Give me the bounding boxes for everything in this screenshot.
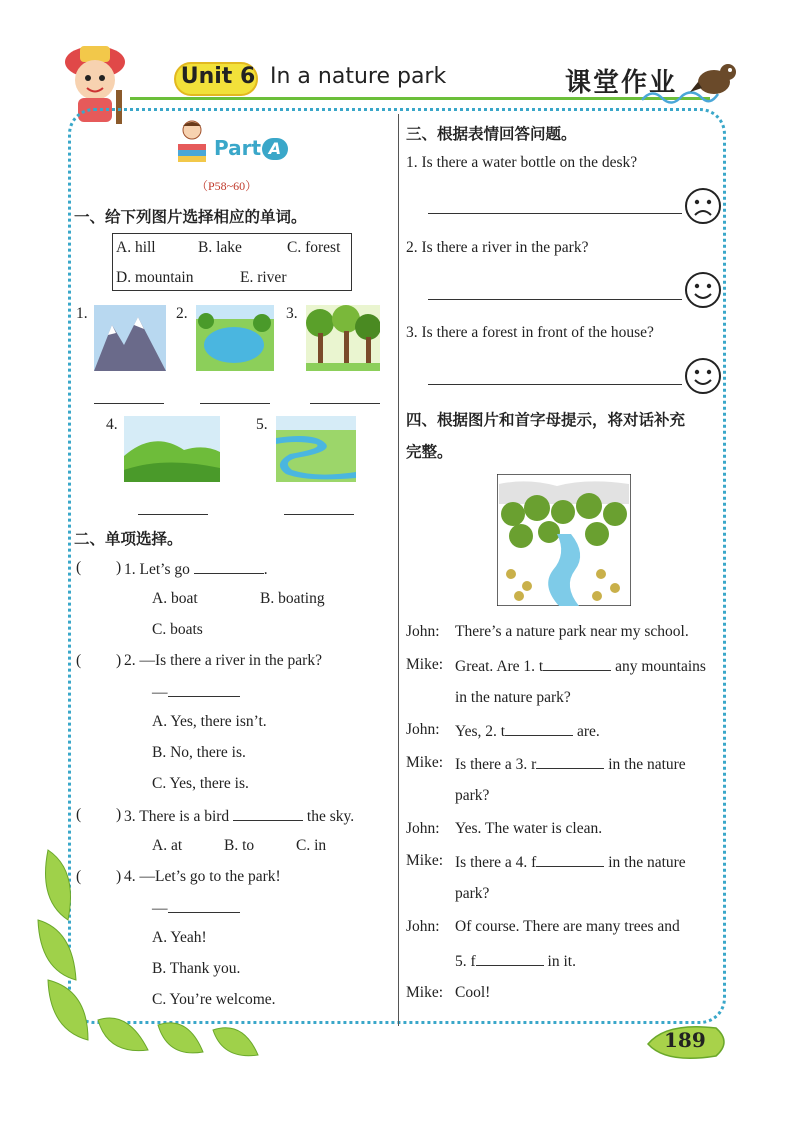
- book-character-icon: [174, 118, 210, 164]
- answer-paren-close: ): [116, 806, 122, 823]
- answer-blank[interactable]: [543, 656, 611, 671]
- dialogue-text: in the nature: [608, 756, 686, 773]
- answer-blank[interactable]: [168, 682, 240, 697]
- dialogue-text: Yes, 2. t: [455, 723, 506, 740]
- face-question-3: 3. Is there a forest in front of the house?: [406, 324, 654, 341]
- answer-blank[interactable]: [505, 721, 573, 736]
- dialogue-text: Is there a 3. r: [455, 756, 537, 773]
- dialogue-speaker: Mike:: [406, 984, 444, 1001]
- section4-heading-cont: 完整。: [406, 443, 453, 461]
- answer-dash: —: [152, 684, 168, 701]
- choice: C. in: [296, 837, 327, 854]
- choice: B. boating: [260, 590, 325, 607]
- choice: A. boat: [152, 590, 198, 607]
- dialogue-speaker: Mike:: [406, 754, 444, 771]
- answer-paren-close: ): [116, 868, 122, 885]
- answer-blank[interactable]: [536, 754, 604, 769]
- dialogue-text: in the nature: [608, 854, 686, 871]
- mountain-picture: [94, 305, 166, 371]
- banner-title: 课堂作业: [565, 68, 678, 98]
- choice: C. Yes, there is.: [152, 775, 249, 792]
- part-letter-badge: [262, 138, 288, 160]
- section1-heading: 一、给下列图片选择相应的单词。: [74, 208, 307, 226]
- dialogue-line: Cool!: [455, 984, 491, 1001]
- option-c: C. forest: [287, 239, 341, 256]
- dialogue-speaker: Mike:: [406, 852, 444, 869]
- question-stem: 1. Let’s go: [124, 561, 190, 578]
- answer-blank[interactable]: [476, 951, 544, 966]
- question-3: [124, 806, 354, 826]
- dialogue-text: Is there a 4. f: [455, 854, 537, 871]
- dialogue-line-cont: park?: [455, 787, 490, 804]
- pic-number: 4.: [106, 416, 118, 433]
- answer-paren-close: ): [116, 559, 122, 576]
- question-4: 4. —Let’s go to the park!: [124, 868, 281, 885]
- answer-line[interactable]: [200, 403, 270, 404]
- answer-blank[interactable]: [233, 806, 303, 821]
- question-stem-end: the sky.: [306, 808, 355, 825]
- dialogue-line: There’s a nature park near my school.: [455, 623, 689, 640]
- question-2: 2. —Is there a river in the park?: [124, 652, 322, 669]
- sad-face-icon: [684, 187, 722, 225]
- dialogue-speaker: John:: [406, 918, 440, 935]
- hill-picture: [124, 416, 220, 482]
- lake-picture: [196, 305, 274, 371]
- question-stem-end: .: [263, 561, 268, 578]
- dialogue-line-cont: in the nature park?: [455, 689, 571, 706]
- option-a: A. hill: [116, 239, 156, 256]
- choice: C. You’re welcome.: [152, 991, 276, 1008]
- dialogue-line: [455, 721, 600, 741]
- answer-dash-line: [152, 898, 240, 918]
- option-d: D. mountain: [116, 269, 194, 286]
- choice: B. No, there is.: [152, 744, 246, 761]
- answer-paren[interactable]: (: [76, 806, 82, 823]
- dialogue-line: [455, 754, 686, 774]
- choice: C. boats: [152, 621, 203, 638]
- dialogue-line-cont: [455, 951, 576, 971]
- choice: A. Yeah!: [152, 929, 207, 946]
- part-letter: A: [268, 139, 282, 158]
- dialogue-line: Yes. The water is clean.: [455, 820, 603, 837]
- dialogue-line-cont: park?: [455, 885, 490, 902]
- answer-paren[interactable]: (: [76, 652, 82, 669]
- dialogue-speaker: John:: [406, 721, 440, 738]
- answer-line[interactable]: [310, 403, 380, 404]
- answer-line[interactable]: [428, 213, 682, 214]
- part-label: Part: [214, 136, 262, 160]
- unit-label: Unit 6: [180, 64, 256, 89]
- answer-paren-close: ): [116, 652, 122, 669]
- dialogue-text: are.: [577, 723, 600, 740]
- column-divider: [398, 114, 399, 1026]
- dialogue-text: Great. Are 1. t: [455, 658, 544, 675]
- section3-heading: 三、根据表情回答问题。: [406, 125, 577, 143]
- pic-number: 2.: [176, 305, 188, 322]
- section4-heading: 四、根据图片和首字母提示，将对话补充: [406, 411, 686, 429]
- section2-heading: 二、单项选择。: [74, 530, 183, 548]
- question-1: [124, 559, 268, 579]
- dialogue-line: Of course. There are many trees and: [455, 918, 680, 935]
- answer-line[interactable]: [428, 384, 682, 385]
- pic-number: 5.: [256, 416, 268, 433]
- nature-park-picture: [497, 474, 631, 606]
- pic-number: 3.: [286, 305, 298, 322]
- pic-number: 1.: [76, 305, 88, 322]
- answer-dash-line: [152, 682, 240, 702]
- answer-line[interactable]: [284, 514, 354, 515]
- dialogue-text: any mountains: [615, 658, 706, 675]
- face-question-2: 2. Is there a river in the park?: [406, 239, 589, 256]
- dialogue-speaker: John:: [406, 623, 440, 640]
- river-picture: [276, 416, 356, 482]
- unit-title: In a nature park: [270, 64, 447, 89]
- magpie-illustration: [688, 52, 744, 108]
- happy-face-icon: [684, 271, 722, 309]
- dialogue-speaker: John:: [406, 820, 440, 837]
- dialogue-text: 5. f: [455, 953, 476, 970]
- option-e: E. river: [240, 269, 287, 286]
- option-b: B. lake: [198, 239, 242, 256]
- part-pages: （P58~60）: [196, 179, 258, 193]
- dialogue-line: [455, 852, 686, 872]
- happy-face-icon: [684, 357, 722, 395]
- face-question-1: 1. Is there a water bottle on the desk?: [406, 154, 638, 171]
- choice: A. Yes, there isn’t.: [152, 713, 267, 730]
- dialogue-speaker: Mike:: [406, 656, 444, 673]
- answer-dash: —: [152, 900, 168, 917]
- page-number: 189: [664, 1028, 706, 1052]
- answer-paren[interactable]: (: [76, 559, 82, 576]
- choice: B. Thank you.: [152, 960, 241, 977]
- dialogue-line: [455, 656, 706, 676]
- question-stem: 3. There is a bird: [124, 808, 230, 825]
- answer-blank[interactable]: [536, 852, 604, 867]
- answer-blank[interactable]: [168, 898, 240, 913]
- choice: A. at: [152, 837, 183, 854]
- answer-line[interactable]: [94, 403, 164, 404]
- forest-picture: [306, 305, 380, 371]
- answer-line[interactable]: [138, 514, 208, 515]
- choice: B. to: [224, 837, 255, 854]
- answer-paren[interactable]: (: [76, 868, 82, 885]
- dialogue-text: in it.: [547, 953, 576, 970]
- answer-blank[interactable]: [194, 559, 264, 574]
- answer-line[interactable]: [428, 299, 682, 300]
